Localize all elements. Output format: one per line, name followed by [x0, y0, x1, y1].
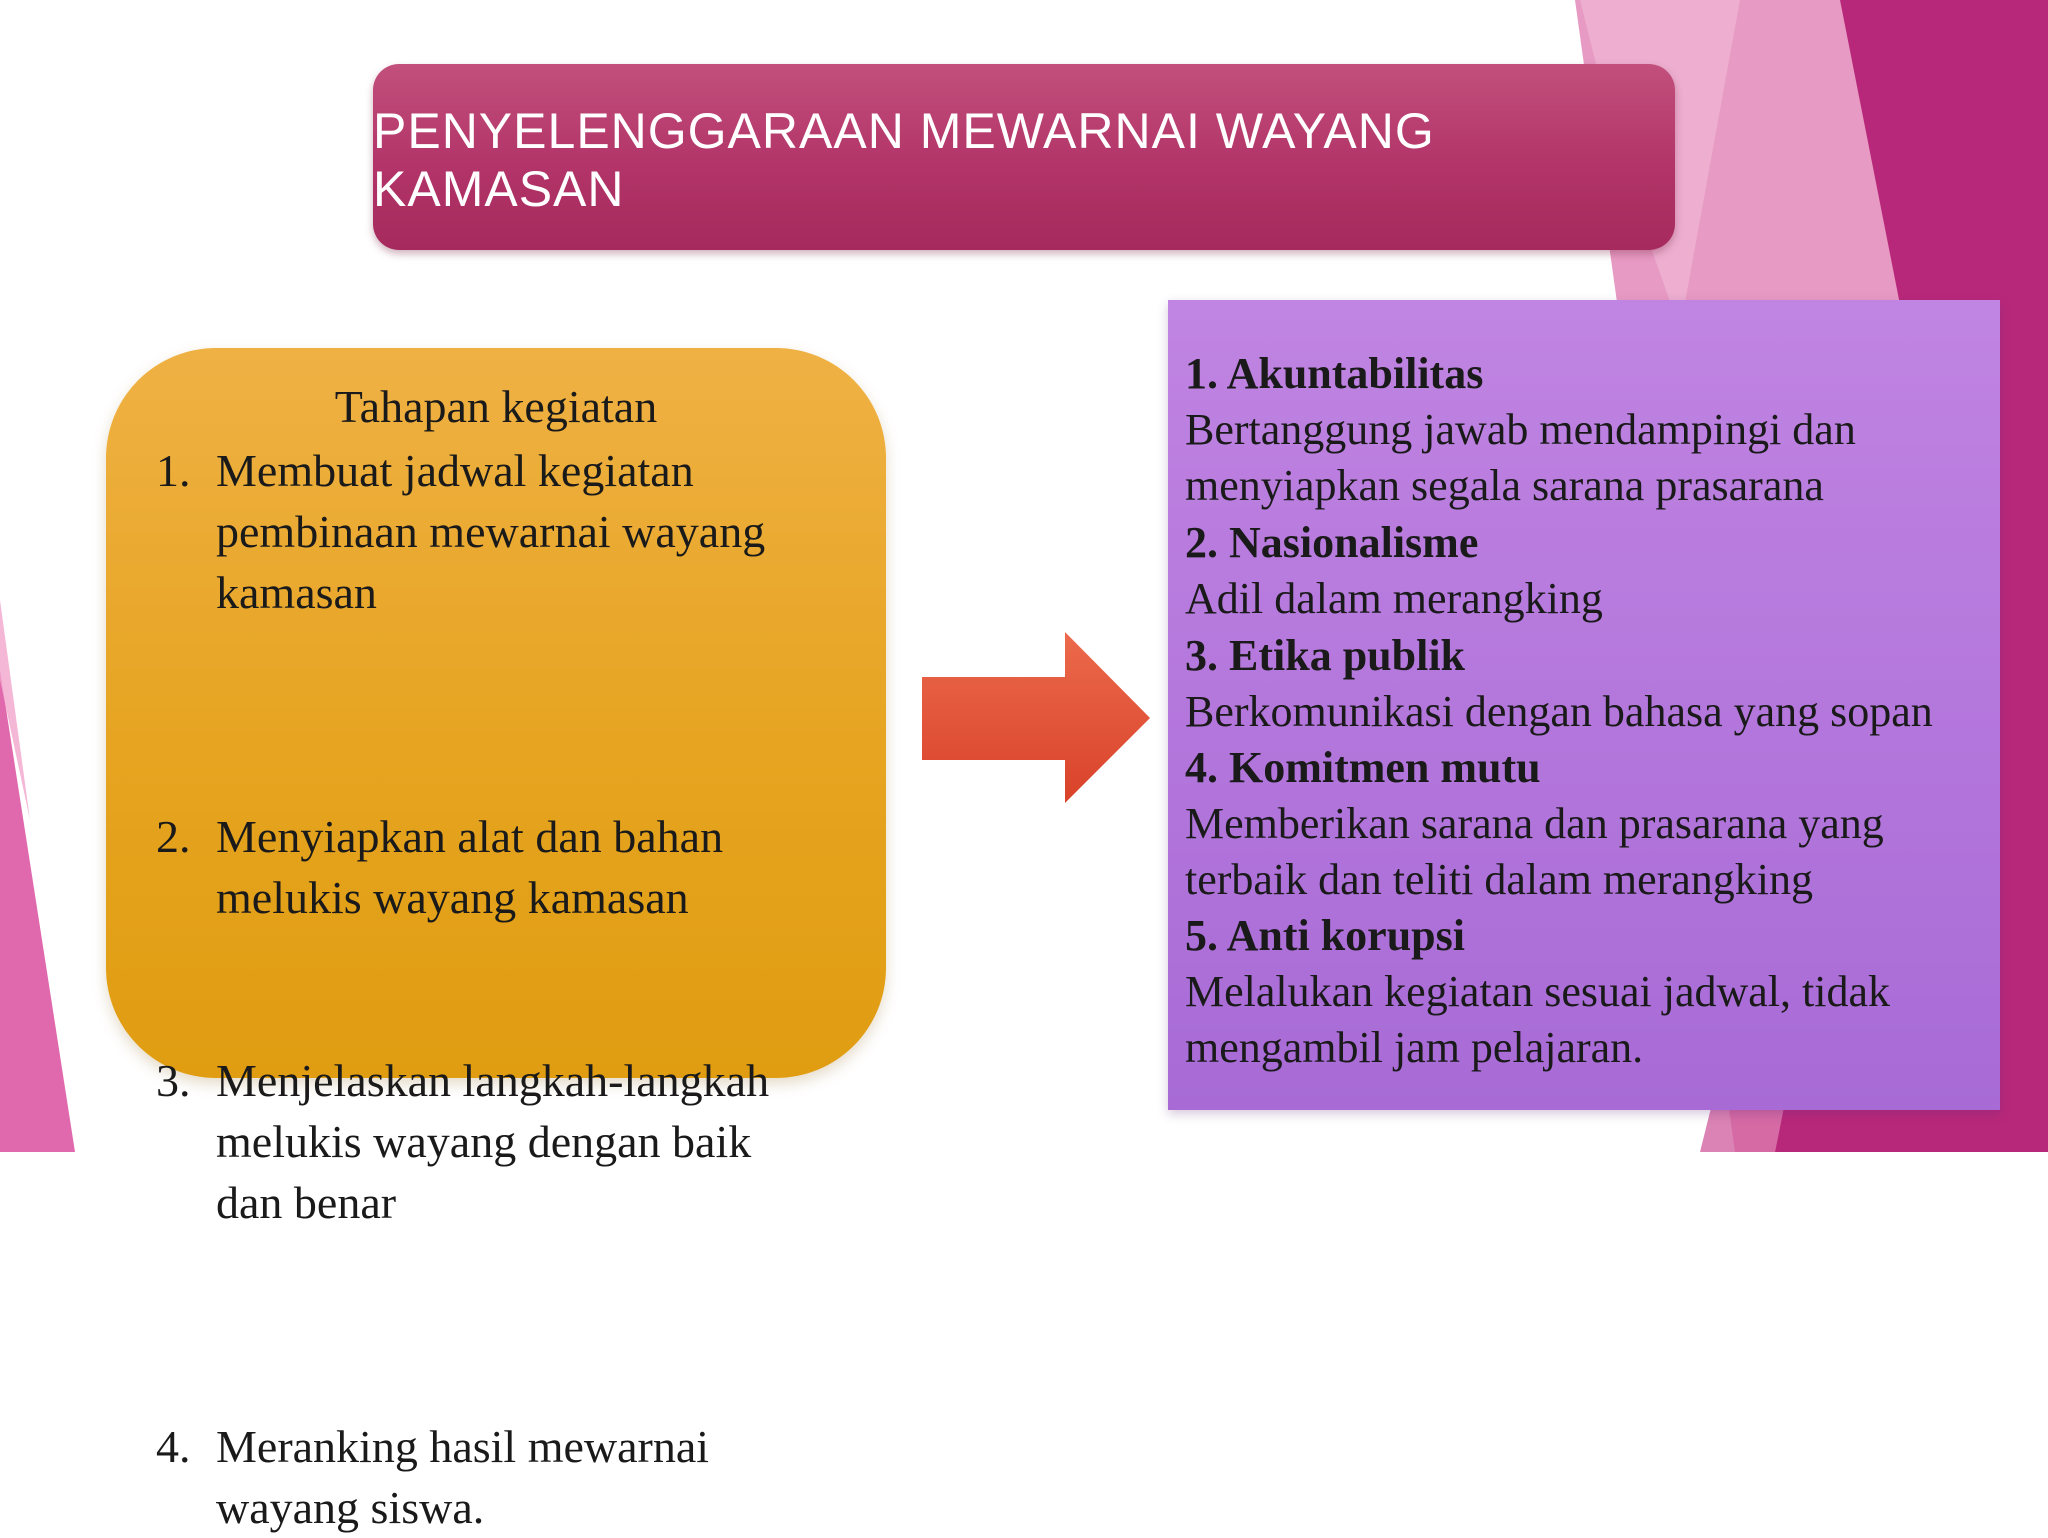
steps-list [106, 440, 886, 1533]
step-text: Membuat jadwal kegiatan pembinaan mewarnai wayang kamasan [216, 445, 766, 618]
left-pink-shape [0, 670, 75, 1152]
steps-heading: Tahapan kegiatan [334, 381, 658, 432]
step-item [106, 440, 886, 623]
slide-title: PENYELENGGARAAN MEWARNAI WAYANG KAMASAN [373, 103, 1435, 217]
value-description: mengambil jam pelajaran. [1185, 1023, 1644, 1072]
value-title: 5. Anti korupsi [1185, 911, 1465, 960]
step-number: 1. [156, 445, 191, 496]
value-description: Melalukan kegiatan sesuai jadwal, tidak [1185, 967, 1890, 1016]
value-title: 4. Komitmen mutu [1185, 743, 1541, 792]
step-item [106, 1050, 886, 1233]
step-number: 2. [156, 811, 191, 862]
value-item [1185, 628, 2005, 740]
step-item [106, 806, 886, 928]
value-title: 3. Etika publik [1185, 631, 1466, 680]
value-title: 2. Nasionalisme [1185, 518, 1479, 567]
value-title: 1. Akuntabilitas [1185, 349, 1484, 398]
step-item [106, 1416, 886, 1538]
title-banner [373, 64, 1675, 250]
value-description: Bertanggung jawab mendampingi dan [1185, 405, 1856, 454]
value-item [1185, 740, 2005, 908]
value-description: Berkomunikasi dengan bahasa yang sopan [1185, 687, 1933, 736]
step-number: 4. [156, 1421, 191, 1472]
value-item [1185, 346, 2005, 514]
value-description: terbaik dan teliti dalam merangking [1185, 855, 1814, 904]
value-description: menyiapkan segala sarana prasarana [1185, 461, 1824, 510]
step-text: Meranking hasil mewarnai wayang siswa. [216, 1421, 710, 1533]
value-item [1185, 908, 2005, 1076]
step-text: Menyiapkan alat dan bahan melukis wayang kamasan [216, 811, 724, 923]
steps-panel [106, 348, 886, 1533]
right-arrow-icon [920, 630, 1155, 805]
step-number: 3. [156, 1055, 191, 1106]
value-item [1185, 515, 2005, 627]
value-description: Adil dalam merangking [1185, 574, 1603, 623]
value-description: Memberikan sarana dan prasarana yang [1185, 799, 1884, 848]
values-panel [1168, 300, 2000, 1110]
step-text: Menjelaskan langkah-langkah melukis wayang dengan baik dan benar [216, 1055, 770, 1228]
